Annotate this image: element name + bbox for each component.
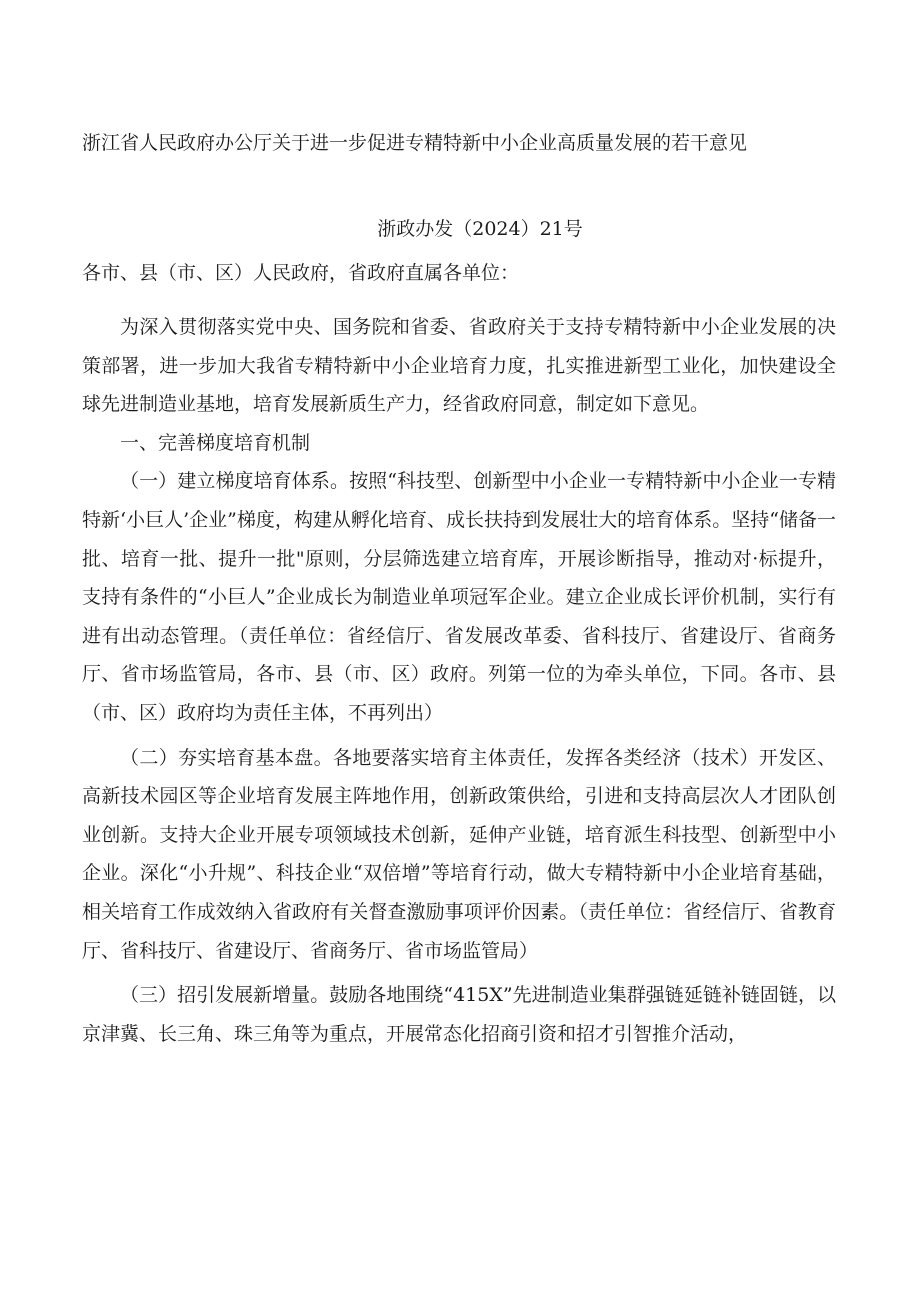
item-paragraph-3: （三）招引发展新增量。鼓励各地围绕“415X”先进制造业集群强链延链补链固链，以京津冀、长三角、珠三角等为重点，开展常态化招商引资和招才引智推介活动，	[82, 984, 836, 1045]
document-title: 浙江省人民政府办公厅关于进一步促进专精特新中小企业高质量发展的若干意见	[82, 132, 748, 154]
document-body	[82, 308, 836, 1053]
addressee-line: 各市、县（市、区）人民政府，省政府直属各单位：	[82, 262, 520, 284]
section-heading-1: 一、完善梯度培育机制	[120, 431, 311, 454]
intro-paragraph: 为深入贯彻落实党中央、国务院和省委、省政府关于支持专精特新中小企业发展的决策部署，进一步加大我省专精特新中小企业培育力度，扎实推进新型工业化，加快建设全球先进制造业基地，培育发展新质生产力，经省政府同意，制定如下意见。	[82, 316, 836, 416]
item-paragraph-1: （一）建立梯度培育体系。按照“科技型、创新型中小企业一专精特新中小企业一专精特新‘小巨人’企业”梯度，构建从孵化培育、成长扶持到发展壮大的培育体系。坚持“储备一批、培育一批、提升一批"原则，分层筛选建立培育库，开展诊断指导，推动对·标提升，支持有条件的“小巨人”企业成长为制造业单项冠军企业。建立企业成长评价机制，实行有进有出动态管理。（责任单位：省经信厅、省发展改革委、省科技厅、省建设厅、省商务厅、省市场监管局，各市、县（市、区）政府。列第一位的为牵头单位，下同。各市、县（市、区）政府均为责任主体，不再列出）	[82, 470, 836, 724]
document-number: 浙政办发（2024）21号	[377, 218, 583, 240]
item-paragraph-2: （二）夯实培育基本盘。各地要落实培育主体责任，发挥各类经济（技术）开发区、高新技术园区等企业培育发展主阵地作用，创新政策供给，引进和支持高层次人才团队创业创新。支持大企业开展专项领域技术创新，延伸产业链，培育派生科技型、创新型中小企业。深化“小升规”、科技企业“双倍增”等培育行动，做大专精特新中小企业培育基础，相关培育工作成效纳入省政府有关督查激励事项评价因素。（责任单位：省经信厅、省教育厅、省科技厅、省建设厅、省商务厅、省市场监管局）	[82, 746, 836, 962]
